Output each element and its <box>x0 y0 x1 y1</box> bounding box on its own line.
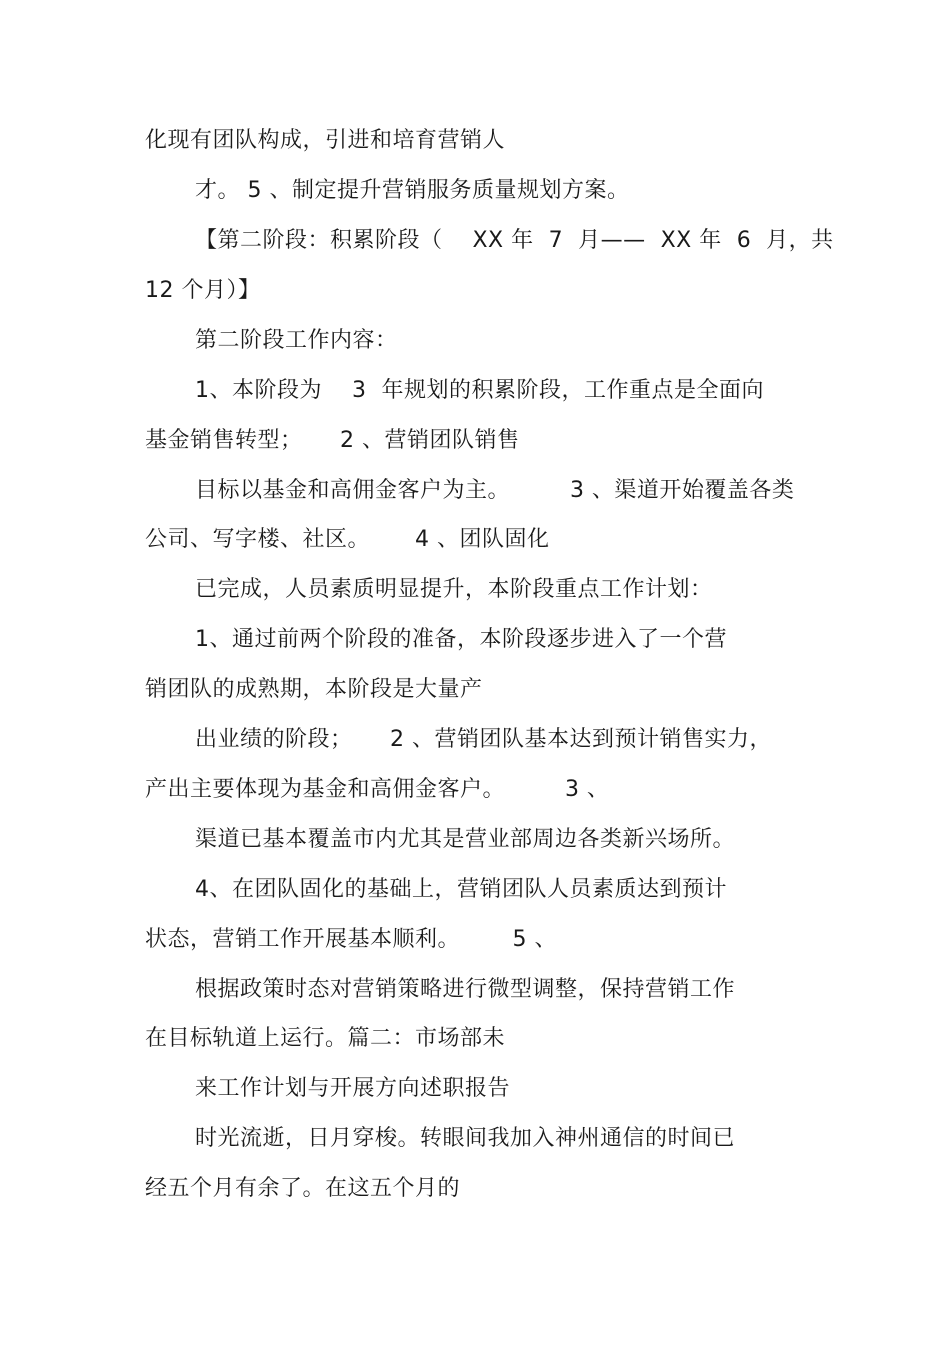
text-line: 时光流逝，日月穿梭。转眼间我加入神州通信的时间已 <box>195 1126 736 1151</box>
text-line: 基金销售转型； 2 、营销团队销售 <box>145 428 520 453</box>
text-line: 1、通过前两个阶段的准备，本阶段逐步进入了一个营 <box>195 627 727 652</box>
text-line: 目标以基金和高佣金客户为主。 3 、渠道开始覆盖各类 <box>195 478 795 503</box>
text-line: 公司、写字楼、社区。 4 、团队固化 <box>145 527 550 552</box>
text-line: 才。 5 、制定提升营销服务质量规划方案。 <box>195 178 630 203</box>
subheading: 第二阶段工作内容： <box>195 328 398 353</box>
text-line: 化现有团队构成，引进和培育营销人 <box>145 128 506 153</box>
text-line: 经五个月有余了。在这五个月的 <box>145 1176 461 1201</box>
text-line: 4、在团队固化的基础上，营销团队人员素质达到预计 <box>195 877 727 902</box>
text-line: 销团队的成熟期，本阶段是大量产 <box>145 677 483 702</box>
text-line: 已完成，人员素质明显提升，本阶段重点工作计划： <box>195 577 713 602</box>
text-line: 渠道已基本覆盖市内尤其是营业部周边各类新兴场所。 <box>195 827 736 852</box>
text-line: 产出主要体现为基金和高佣金客户。 3 、 <box>145 777 610 802</box>
section-heading: 【第二阶段：积累阶段（ XX 年 7 月—— XX 年 6 月，共 <box>195 228 834 253</box>
text-line: 1、本阶段为 3 年规划的积累阶段，工作重点是全面向 <box>195 378 764 403</box>
text-line: 在目标轨道上运行。篇二：市场部未 <box>145 1026 506 1051</box>
section-heading-continued: 12 个月）】 <box>145 278 261 303</box>
text-line: 状态，营销工作开展基本顺利。 5 、 <box>145 927 557 952</box>
text-line: 根据政策时态对营销策略进行微型调整，保持营销工作 <box>195 977 736 1002</box>
text-line: 来工作计划与开展方向述职报告 <box>195 1076 511 1101</box>
text-line: 出业绩的阶段； 2 、营销团队基本达到预计销售实力， <box>195 727 772 752</box>
